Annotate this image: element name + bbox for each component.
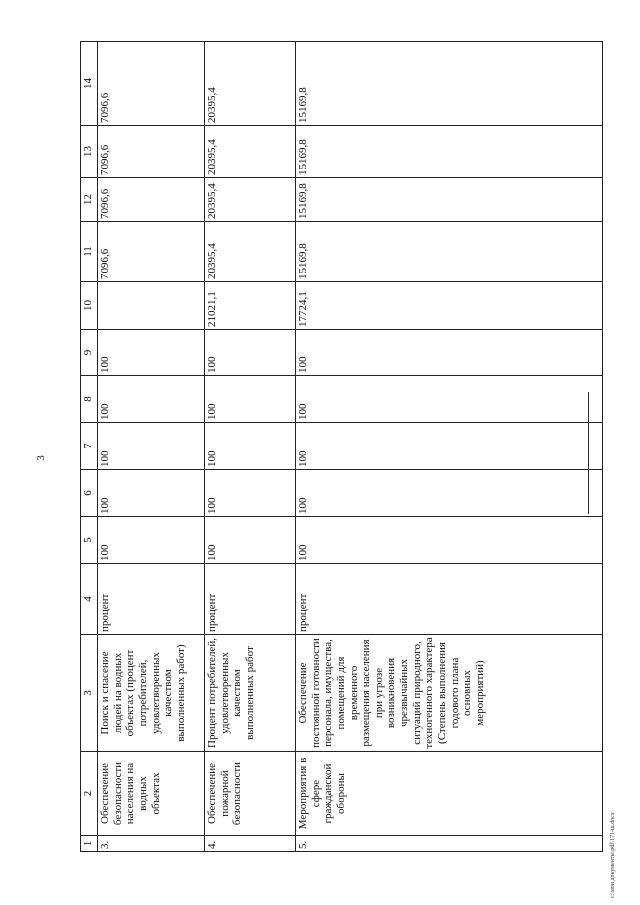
value-cell-12: 20395,4: [205, 178, 296, 222]
value-cell-5: 100: [296, 517, 603, 564]
row-number: 5.: [296, 836, 603, 852]
value-cell-7: 100: [98, 423, 205, 470]
value-cell-10: 17724,1: [296, 282, 603, 330]
column-header-12: 12: [81, 178, 98, 222]
value-cell-6: 100: [98, 470, 205, 517]
column-header-2: 2: [81, 752, 98, 836]
service-name: Мероприятия в сфере гражданской обороны: [296, 752, 603, 836]
column-header-13: 13: [81, 126, 98, 178]
column-header-11: 11: [81, 222, 98, 282]
value-cell-8: 100: [205, 376, 296, 423]
table-row: [98, 42, 205, 852]
value-cell-14: 7096,6: [98, 42, 205, 126]
column-header-1: 1: [81, 836, 98, 852]
value-cell-9: 100: [98, 330, 205, 376]
value-cell-11: 7096,6: [98, 222, 205, 282]
value-cell-13: 7096,6: [98, 126, 205, 178]
value-cell-14: 15169,8: [296, 42, 603, 126]
row-number: 3.: [98, 836, 205, 852]
indicator-name: Обеспечение постоянной готовности персонала, имущества, помещений для временного размещения населения при угрозе возникновения чрезвычайных ситуаций природного, техногенного характера (Степень выполнения годового плана основных мероприятий): [296, 635, 603, 752]
value-cell-10: 21021,1: [205, 282, 296, 330]
value-cell-11: 15169,8: [296, 222, 603, 282]
value-cell-6: 100: [205, 470, 296, 517]
footer-file-path: c:\мои документы\pdf\171-ш.docx: [610, 812, 616, 898]
service-name: Обеспечение безопасности населения на водных объектах: [98, 752, 205, 836]
value-cell-13: 15169,8: [296, 126, 603, 178]
service-name: Обеспечение пожарной безопасности: [205, 752, 296, 836]
value-cell-12: 7096,6: [98, 178, 205, 222]
column-header-9: 9: [81, 330, 98, 376]
value-cell-8: 100: [98, 376, 205, 423]
row-number: 4.: [205, 836, 296, 852]
indicator-name: Поиск и спасение людей на водных объектах (процент потребителей, удовлетворенных качеством выполненных работ): [98, 635, 205, 752]
value-cell-14: 20395,4: [205, 42, 296, 126]
value-cell-6: 100: [296, 470, 603, 517]
unit-cell: процент: [98, 564, 205, 635]
column-header-8: 8: [81, 376, 98, 423]
column-header-7: 7: [81, 423, 98, 470]
value-cell-5: 100: [98, 517, 205, 564]
column-header-10: 10: [81, 282, 98, 330]
page-number: 3: [34, 455, 47, 461]
column-header-14: 14: [81, 42, 98, 126]
value-cell-8: 100: [296, 376, 603, 423]
column-header-3: 3: [81, 635, 98, 752]
unit-cell: процент: [205, 564, 296, 635]
value-cell-11: 20395,4: [205, 222, 296, 282]
unit-cell: процент: [296, 564, 603, 635]
value-cell-5: 100: [205, 517, 296, 564]
value-cell-13: 20395,4: [205, 126, 296, 178]
value-cell-12: 15169,8: [296, 178, 603, 222]
value-cell-10: [98, 282, 205, 330]
column-header-5: 5: [81, 517, 98, 564]
value-cell-9: 100: [296, 330, 603, 376]
value-cell-7: 100: [296, 423, 603, 470]
value-cell-7: 100: [205, 423, 296, 470]
indicator-name: Процент потребителей, удовлетворенных качеством выполненных работ: [205, 635, 296, 752]
column-header-6: 6: [81, 470, 98, 517]
signature-line: [588, 392, 589, 514]
table-row: [205, 42, 296, 852]
header-row: [81, 42, 98, 852]
value-cell-9: 100: [205, 330, 296, 376]
data-table: [80, 41, 603, 852]
rotated-table-container: [80, 42, 615, 852]
column-header-4: 4: [81, 564, 98, 635]
table-row: [296, 42, 603, 852]
